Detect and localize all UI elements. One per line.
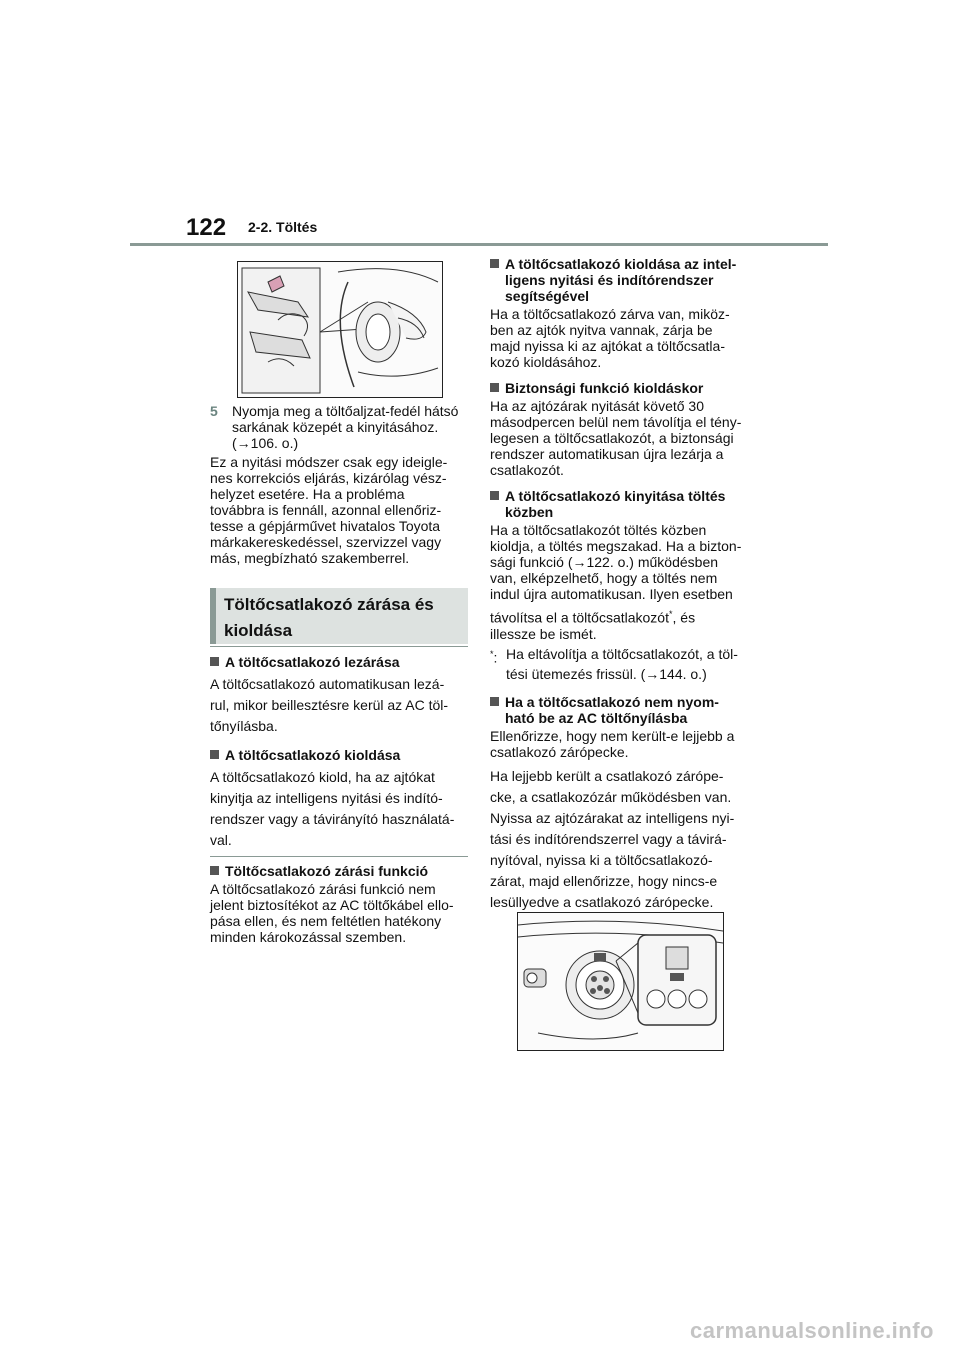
text-line: A töltőcsatlakozó automatikusan lezá- [210,676,445,692]
box-heading-line: Töltőcsatlakozó zárása és [224,595,434,614]
step-text-line: Nyomja meg a töltőaljzat-fedél hátsó [232,403,459,419]
text-line: Ha a töltőcsatlakozó zárva van, miköz- [490,306,730,322]
bullet-square-icon [210,657,219,666]
function-heading-text: Töltőcsatlakozó zárási funkció [225,863,429,879]
charging-inlet-illustration [517,912,724,1051]
box-underline [210,646,468,647]
safety-heading-text: Biztonsági funkció kioldáskor [505,380,704,396]
footer-logo: carmanualsonline.info [690,1318,934,1343]
charging-lid-illustration [237,261,443,398]
heading-line: A töltőcsatlakozó kioldása az intel- [505,256,737,272]
function-text [210,881,472,945]
text-line: kinyitja az intelligens nyitási és indító- [210,790,443,806]
bullet-square-icon [210,750,219,759]
heading-line: A töltőcsatlakozó kinyitása töltés [505,488,726,504]
text-line: cke, a csatlakozózár működésben van. [490,788,732,805]
charging-lid-drawing [238,262,442,397]
note-line: más, megbízható szakemberrel. [210,550,410,566]
text-line: Nyissa az ajtózárakat az intelligens nyi- [490,809,735,826]
bullet-square-icon [490,491,499,500]
footnote-star: * [490,648,494,659]
text-line: zárat, majd ellenőrizze, hogy nincs-e [490,872,718,889]
text-line: lesüllyedve a csatlakozó zárópecke. [490,893,714,910]
footnote-marker: * [669,609,673,619]
text-line: indul újra automatikusan. Ilyen esetben [490,586,733,602]
text-line: rendszer automatikusan újra lezárja a [490,446,724,462]
note-line: nes korrekciós eljárás, kizárólag vész- [210,470,447,486]
during-charging-text [490,522,755,602]
text-line: jelent biztosítékot az AC töltőkábel ello- [210,897,454,913]
text-line: tási és indítórendszerrel vagy a távirá- [490,830,727,847]
step-5 [210,403,470,451]
text-line: Ha eltávolítja a töltőcsatlakozót, a töl- [506,645,738,662]
function-heading [210,863,472,879]
text-line: rul, mikor beillesztésre kerül az AC töl- [210,697,449,713]
step-text-line: (→106. o.) [232,435,299,451]
emergency-note [210,454,470,566]
locking-heading [210,654,470,670]
note-divider [210,856,468,857]
text-line: majd nyissa ki az ajtókat a töltőcsatla- [490,338,725,354]
note-line: továbbra is fennáll, azonnal ellenőriz- [210,502,442,518]
box-heading-line: kioldása [224,621,293,640]
text-line: minden károkozással szemben. [210,929,407,945]
text-line: Ellenőrizze, hogy nem került-e lejjebb a [490,727,735,744]
heading-line: közben [505,504,554,520]
locking-heading-text: A töltőcsatlakozó lezárása [225,654,400,670]
text-line: Ha a töltőcsatlakozót töltés közben [490,522,707,538]
stuck-connector-heading [490,694,755,726]
section-box-heading [210,588,468,644]
page-number: 122 [186,214,227,241]
text-line: másodpercen belül nem távolítja el tény- [490,414,742,430]
text-line: tési ütemezés frissül. (→144. o.) [506,665,707,682]
note-line: helyzet esetére. Ha a probléma [210,486,405,502]
note-line: Ez a nyitási módszer csak egy ideigle- [210,454,448,470]
text-line: A töltőcsatlakozó zárási funkció nem [210,881,436,897]
release-heading [210,747,470,763]
step-number: 5 [210,403,218,419]
text-line: , és [672,609,696,626]
text-line: csatlakozó zárópecke. [490,743,629,760]
footnote-marker-label: *: [490,648,498,666]
smart-release-heading [490,256,755,304]
text-line: tőnyílásba. [210,718,278,734]
text-line: A töltőcsatlakozó kiold, ha az ajtókat [210,769,435,785]
bullet-square-icon [490,259,499,268]
step-text [232,403,458,451]
heading-line: Ha a töltőcsatlakozó nem nyom- [505,693,719,710]
footnote-text [506,644,738,684]
heading-line: segítségével [505,288,590,304]
text-line: illessze be ismét. [490,625,597,642]
text-line: ben az ajtók nyitva vannak, zárja be [490,322,713,338]
footnote [490,644,755,684]
bullet-square-icon [490,383,499,392]
locking-text [210,674,470,737]
text-line: Ha az ajtózárak nyitását követő 30 [490,398,705,414]
charging-inlet-drawing [518,913,723,1050]
bullet-square-icon [210,866,219,875]
smart-release-text [490,306,755,370]
during-charging-text-end [490,606,755,642]
bullet-square-icon [490,697,499,706]
text-line: nyítóval, nyissa ki a töltőcsatlakozó- [490,851,713,868]
text-line: rendszer vagy a távirányító használatá- [210,811,455,827]
stuck-connector-text-2 [490,766,755,913]
text-line: legesen a töltőcsatlakozót, a biztonsági [490,430,734,446]
section-title: 2-2. Töltés [248,219,318,235]
header-rule [130,243,828,246]
during-charging-heading [490,488,755,520]
text-line: van, elképzelhető, hogy a töltés nem [490,570,718,586]
text-line: csatlakozót. [490,462,564,478]
stuck-heading-text [505,694,719,726]
heading-line: ható be az AC töltőnyílásba [505,709,688,726]
release-heading-text: A töltőcsatlakozó kioldása [225,747,401,763]
safety-text [490,398,755,478]
stuck-connector-text [490,728,755,760]
text-line: kozó kioldásához. [490,354,602,370]
text-line: val. [210,832,232,848]
text-line: sági funkció (→122. o.) működésben [490,554,719,570]
smart-release-heading-text [505,256,736,304]
text-line: távolítsa el a töltőcsatlakozót [490,609,669,626]
text-line: pása ellen, és nem feltétlen hatékony [210,913,442,929]
note-line: márkakereskedéssel, szervizzel vagy [210,534,442,550]
step-text-line: sarkának közepét a kinyitásához. [232,419,439,435]
during-heading-text [505,488,725,520]
safety-heading [490,380,755,396]
release-text [210,767,470,851]
text-line: Ha lejjebb került a csatlakozó zárópe- [490,767,724,784]
text-line: kioldja, a töltés megszakad. Ha a bizton- [490,538,742,554]
heading-line: ligens nyitási és indítórendszer [505,272,714,288]
note-line: tesse a gépjárművet hivatalos Toyota [210,518,441,534]
